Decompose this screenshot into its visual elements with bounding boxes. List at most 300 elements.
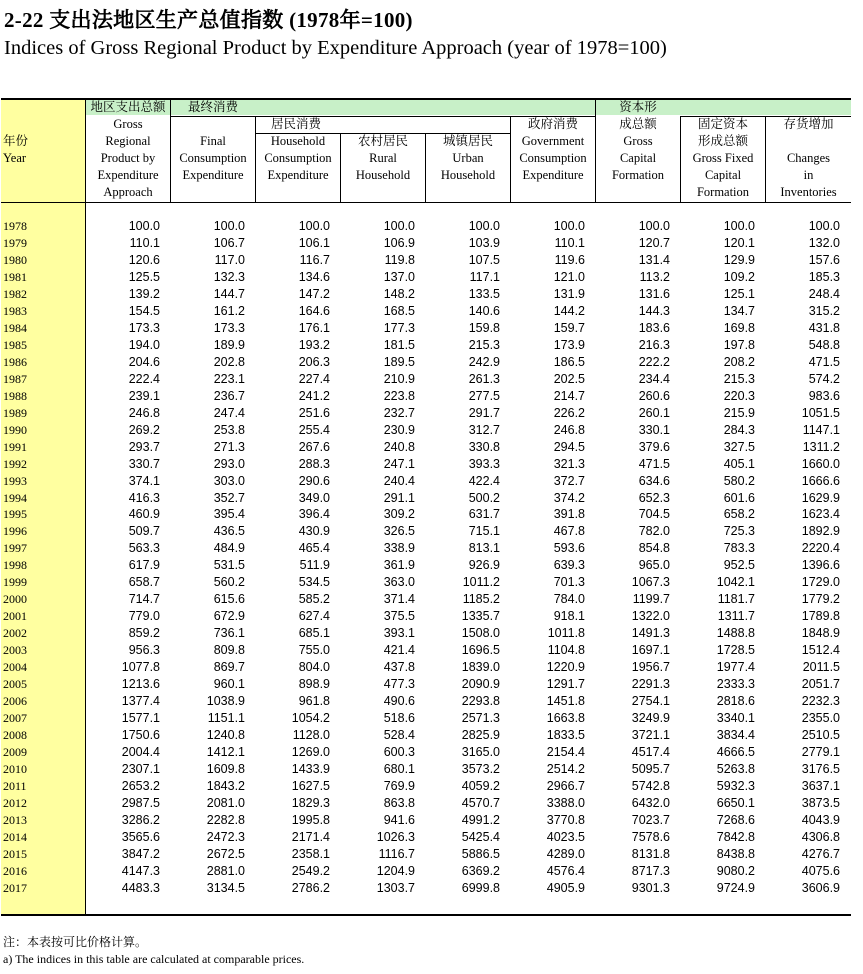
table-cell: 560.2 [213,575,245,590]
table-cell: 100.0 [213,219,245,233]
table-cell: 961.8 [298,694,330,709]
table-cell: 658.7 [128,575,160,590]
table-cell: 804.0 [298,660,330,675]
year-cell: 2016 [3,863,27,878]
table-cell: 393.3 [468,456,500,471]
table-cell: 500.2 [468,490,500,505]
table-cell: 100.0 [383,219,415,233]
table-cell: 4666.5 [716,745,755,760]
table-cell: 144.7 [213,286,245,301]
table-cell: 100.0 [638,219,670,233]
table-cell: 3873.5 [801,795,840,810]
table-cell: 116.7 [299,252,330,267]
table-cell: 1054.2 [291,711,330,726]
table-cell: 2051.7 [801,677,840,692]
table-cell: 247.1 [383,456,415,471]
table-cell: 714.7 [128,592,160,607]
table-cell: 704.5 [638,507,670,522]
grp-column [86,218,160,897]
table-cell: 139.2 [128,286,160,301]
table-cell: 1488.8 [716,626,755,641]
year-cell: 1991 [3,439,27,454]
table-cell: 154.5 [128,303,160,318]
table-cell: 2653.2 [121,778,160,793]
table-cell: 379.6 [638,439,670,454]
table-cell: 106.1 [298,235,330,250]
table-cell: 3606.9 [801,880,840,895]
header-household: Household Consumption Expenditure [264,134,332,182]
table-cell: 253.8 [213,422,245,437]
table-cell: 6650.1 [716,795,755,810]
government-consumption-column [511,218,585,897]
table-cell: 1833.5 [546,728,585,743]
table-cell: 1491.3 [631,626,670,641]
table-cell: 277.5 [468,388,500,403]
footnote-en: a) The indices in this table are calculated at comparable prices. [3,952,305,966]
table-cell: 7268.6 [716,812,755,827]
table-cell: 164.6 [298,303,330,318]
table-cell: 222.4 [128,371,160,386]
table-cell: 144.3 [638,303,670,318]
table-cell: 809.8 [213,643,245,658]
table-cell: 4075.6 [801,863,840,878]
table-cell: 2472.3 [206,829,245,844]
table-cell: 194.0 [128,337,160,352]
table-cell: 471.5 [808,354,840,369]
table-cell: 204.6 [128,354,160,369]
table-cell: 477.3 [383,677,415,692]
table-cell: 3565.6 [121,829,160,844]
year-cell: 1982 [3,286,27,301]
table-cell: 271.3 [213,439,245,454]
table-cell: 1839.0 [461,660,500,675]
year-cell: 2010 [3,762,27,776]
table-cell: 309.2 [383,507,415,522]
table-cell: 226.2 [553,405,585,420]
table-cell: 117.1 [469,269,500,284]
table-cell: 294.5 [553,439,585,454]
table-cell: 869.7 [213,660,245,675]
table-cell: 1843.2 [206,778,245,793]
table-cell: 240.8 [383,439,415,454]
table-cell: 169.8 [723,320,755,335]
header-gov: 政府消费 Government Consumption Expenditure [519,117,587,182]
table-cell: 234.4 [638,371,670,386]
table-cell: 2754.1 [631,694,670,709]
year-cell: 1993 [3,473,27,488]
year-cell: 1995 [3,507,27,522]
table-cell: 5263.8 [716,762,755,776]
table-cell: 248.4 [808,286,840,301]
table-cell: 242.9 [468,354,500,369]
year-cell: 1997 [3,541,27,556]
table-cell: 639.3 [553,558,585,573]
year-cell: 1999 [3,575,27,590]
table-cell: 100.0 [298,219,330,233]
table-cell: 7023.7 [631,812,670,827]
table-cell: 3165.0 [461,745,500,760]
table-cell: 615.6 [213,592,245,607]
page-title-cn: 2-22 支出法地区生产总值指数 (1978年=100) [4,8,413,32]
year-cell: 2012 [3,795,27,810]
table-cell: 125.5 [128,269,160,284]
table-cell: 416.3 [128,490,160,505]
table-cell: 2081.0 [206,795,245,810]
year-cell: 2009 [3,745,27,760]
table-cell: 437.8 [383,660,415,675]
table-cell: 2672.5 [206,846,245,861]
table-cell: 186.5 [553,354,585,369]
table-cell: 1729.0 [801,575,840,590]
header-grp: 地区支出总额 Gross Regional Product by Expenditure Approach [90,100,166,199]
table-cell: 1240.8 [206,728,245,743]
year-cell: 2013 [3,812,27,827]
table-cell: 918.1 [553,609,585,624]
table-cell: 121.0 [553,269,585,284]
final-consumption-column [171,218,245,897]
table-cell: 7578.6 [631,829,670,844]
table-cell: 2220.4 [801,541,840,556]
table-cell: 1433.9 [291,762,330,776]
table-cell: 133.5 [468,286,500,301]
table-cell: 736.1 [213,626,245,641]
table-cell: 783.3 [723,541,755,556]
table-cell: 1181.7 [717,592,755,607]
table-cell: 725.3 [723,524,755,539]
gross-capital-formation-column [596,218,670,897]
table-cell: 374.2 [553,490,585,505]
table-cell: 484.9 [213,541,245,556]
table-cell: 421.4 [383,643,415,658]
table-cell: 715.1 [468,524,500,539]
table-cell: 1038.9 [206,694,245,709]
header-year: 年份 Year [3,134,29,165]
year-cell: 1998 [3,558,27,573]
table-cell: 941.6 [383,812,415,827]
table-cell: 173.3 [128,320,160,335]
table-cell: 3770.8 [546,812,585,827]
table-cell: 1508.0 [461,626,500,641]
table-cell: 1892.9 [801,524,840,539]
table-cell: 227.4 [298,371,330,386]
table-cell: 1042.1 [716,575,755,590]
table-cell: 1750.6 [121,728,160,743]
table-cell: 1077.8 [121,660,160,675]
table-cell: 3573.2 [461,762,500,776]
table-cell: 395.4 [213,507,245,522]
table-cell: 672.9 [213,609,245,624]
year-cell: 2001 [3,609,27,624]
table-cell: 303.0 [213,473,245,488]
table-cell: 580.2 [723,473,755,488]
table-cell: 100.0 [723,219,755,233]
table-cell: 2011.5 [802,660,840,675]
table-cell: 260.1 [638,405,670,420]
table-cell: 8131.8 [631,846,670,861]
table-cell: 1116.7 [378,846,415,861]
table-cell: 363.0 [383,575,415,590]
table-cell: 193.2 [298,337,330,352]
table-cell: 173.9 [553,337,585,352]
table-cell: 110.1 [129,235,160,250]
table-cell: 291.7 [468,405,500,420]
table-cell: 436.5 [213,524,245,539]
table-cell: 1377.4 [121,694,160,709]
year-cell: 2007 [3,711,27,726]
table-cell: 137.0 [383,269,415,284]
year-cell: 1986 [3,354,27,369]
table-cell: 3134.5 [206,880,245,895]
year-cell: 1983 [3,303,27,318]
table-cell: 100.0 [553,219,585,233]
table-cell: 246.8 [553,422,585,437]
table-cell: 465.4 [298,541,330,556]
table-cell: 755.0 [298,643,330,658]
table-cell: 2358.1 [291,846,330,861]
table-cell: 189.9 [213,337,245,352]
year-cell: 2005 [3,677,27,692]
table-cell: 1629.9 [801,490,840,505]
table-cell: 210.9 [383,371,415,386]
table-cell: 4059.2 [461,778,500,793]
table-cell: 2786.2 [291,880,330,895]
table-cell: 293.7 [128,439,160,454]
table-cell: 157.6 [808,252,840,267]
table-cell: 161.2 [213,303,245,318]
table-cell: 1623.4 [801,507,840,522]
table-cell: 239.1 [128,388,160,403]
table-cell: 2293.8 [461,694,500,709]
header-final-group: 最终消费 [188,100,239,114]
table-cell: 4147.3 [121,863,160,878]
table-cell: 2825.9 [461,728,500,743]
year-cell: 1988 [3,388,27,403]
table-cell: 680.1 [383,762,415,776]
table-cell: 1609.8 [206,762,245,776]
table-cell: 658.2 [723,507,755,522]
table-cell: 652.3 [638,490,670,505]
table-cell: 159.7 [553,320,585,335]
table-cell: 2171.4 [291,829,330,844]
table-cell: 293.0 [213,456,245,471]
table-cell: 4289.0 [546,846,585,861]
table-cell: 1660.0 [801,456,840,471]
table-cell: 232.7 [383,405,415,420]
table-cell: 100.0 [808,219,840,233]
table-cell: 315.2 [808,303,840,318]
table-cell: 1199.7 [632,592,670,607]
table-cell: 159.8 [468,320,500,335]
table-cell: 223.8 [383,388,415,403]
table-cell: 3721.1 [631,728,670,743]
table-cell: 422.4 [468,473,500,488]
table-cell: 374.1 [128,473,160,488]
table-cell: 1696.5 [461,643,500,658]
table-cell: 148.2 [383,286,415,301]
table-cell: 617.9 [128,558,160,573]
table-cell: 509.7 [128,524,160,539]
year-cell: 1980 [3,252,27,267]
table-cell: 1026.3 [376,829,415,844]
table-cell: 1311.7 [717,609,755,624]
table-cell: 181.5 [383,337,415,352]
table-cell: 269.2 [128,422,160,437]
table-cell: 627.4 [298,609,330,624]
year-cell: 1984 [3,320,27,335]
table-cell: 813.1 [468,541,500,556]
table-cell: 284.3 [723,422,755,437]
table-cell: 5886.5 [461,846,500,861]
table-cell: 183.6 [638,320,670,335]
table-cell: 107.5 [468,252,500,267]
table-cell: 100.0 [468,219,500,233]
table-cell: 528.4 [383,728,415,743]
table-cell: 338.9 [383,541,415,556]
table-cell: 2514.2 [546,762,585,776]
table-cell: 375.5 [383,609,415,624]
table-cell: 859.2 [128,626,160,641]
table-cell: 518.6 [383,711,415,726]
table-cell: 267.6 [298,439,330,454]
table-cell: 2818.6 [716,694,755,709]
table-cell: 215.9 [723,405,755,420]
table-cell: 5742.8 [631,778,670,793]
table-cell: 1956.7 [631,660,670,675]
table-cell: 247.4 [213,405,245,420]
table-cell: 4483.3 [121,880,160,895]
table-cell: 430.9 [298,524,330,539]
table-cell: 131.4 [638,252,670,267]
table-cell: 563.3 [128,541,160,556]
table-cell: 330.1 [638,422,670,437]
table-cell: 1995.8 [291,812,330,827]
header-capital: 资本形 成总额 Gross Capital Formation [611,100,665,182]
table-cell: 2571.3 [461,711,500,726]
table-cell: 330.8 [468,439,500,454]
table-cell: 5932.3 [716,778,755,793]
table-cell: 119.6 [554,252,585,267]
table-bottom-rule [1,914,851,916]
table-cell: 585.2 [298,592,330,607]
table-cell: 3176.5 [801,762,840,776]
table-cell: 1151.1 [207,711,245,726]
table-cell: 4576.4 [546,863,585,878]
table-cell: 4306.8 [801,829,840,844]
table-cell: 106.9 [383,235,415,250]
table-cell: 2549.2 [291,863,330,878]
table-cell: 685.1 [298,626,330,641]
table-cell: 223.1 [213,371,245,386]
table-cell: 185.3 [808,269,840,284]
table-cell: 132.0 [808,235,840,250]
header-rural: 农村居民 Rural Household [355,134,411,182]
table-cell: 2881.0 [206,863,245,878]
table-cell: 405.1 [723,456,755,471]
table-cell: 1451.8 [546,694,585,709]
rural-household-column [341,218,415,897]
table-cell: 1322.0 [631,609,670,624]
table-cell: 4905.9 [546,880,585,895]
table-cell: 2510.5 [801,728,840,743]
table-cell: 952.5 [723,558,755,573]
year-cell: 2003 [3,643,27,658]
table-cell: 326.5 [383,524,415,539]
year-cell: 2015 [3,846,27,861]
table-cell: 5095.7 [631,762,670,776]
table-cell: 1011.2 [462,575,500,590]
table-cell: 593.6 [553,541,585,556]
table-cell: 956.3 [128,643,160,658]
table-cell: 2333.3 [716,677,755,692]
table-cell: 601.6 [723,490,755,505]
year-cell: 2006 [3,694,27,709]
table-cell: 125.1 [723,286,755,301]
table-cell: 1291.7 [546,677,585,692]
year-cell: 2017 [3,880,27,895]
table-cell: 103.9 [468,235,500,250]
table-cell: 2282.8 [206,812,245,827]
table-cell: 3286.2 [121,812,160,827]
table-cell: 215.3 [468,337,500,352]
table-cell: 119.8 [384,252,415,267]
table-cell: 769.9 [383,778,415,793]
table-cell: 261.3 [468,371,500,386]
table-cell: 147.2 [298,286,330,301]
table-cell: 1185.2 [462,592,500,607]
table-cell: 106.7 [213,235,245,250]
table-cell: 1051.5 [801,405,840,420]
table-cell: 1779.2 [801,592,840,607]
table-cell: 4276.7 [801,846,840,861]
table-cell: 1067.3 [631,575,670,590]
table-cell: 1335.7 [461,609,500,624]
table-cell: 251.6 [298,405,330,420]
table-cell: 1269.0 [291,745,330,760]
table-cell: 534.5 [298,575,330,590]
table-cell: 4991.2 [461,812,500,827]
table-cell: 1303.7 [376,880,415,895]
table-cell: 2232.3 [801,694,840,709]
header-urban: 城镇居民 Urban Household [440,134,496,182]
table-cell: 1412.1 [206,745,245,760]
table-cell: 863.8 [383,795,415,810]
table-cell: 391.8 [553,507,585,522]
year-cell: 1992 [3,456,27,471]
table-cell: 4570.7 [461,795,500,810]
table-cell: 1697.1 [631,643,670,658]
year-cell: 1978 [3,219,27,233]
header-fixed: 固定资本 形成总额 Gross Fixed Capital Formation [692,117,754,199]
table-cell: 312.7 [468,422,500,437]
table-cell: 431.8 [808,320,840,335]
table-cell: 393.1 [383,626,415,641]
table-cell: 634.6 [638,473,670,488]
table-cell: 132.3 [213,269,245,284]
table-cell: 1311.2 [802,439,840,454]
table-cell: 240.4 [383,473,415,488]
year-cell: 1996 [3,524,27,539]
table-cell: 255.4 [298,422,330,437]
table-cell: 3249.9 [631,711,670,726]
table-cell: 321.3 [553,456,585,471]
table-cell: 2355.0 [801,711,840,726]
changes-in-inventories-column [766,218,840,897]
table-cell: 2291.3 [631,677,670,692]
year-cell: 1994 [3,490,27,505]
table-cell: 222.2 [638,354,670,369]
table-cell: 113.2 [639,269,670,284]
table-cell: 131.9 [553,286,585,301]
